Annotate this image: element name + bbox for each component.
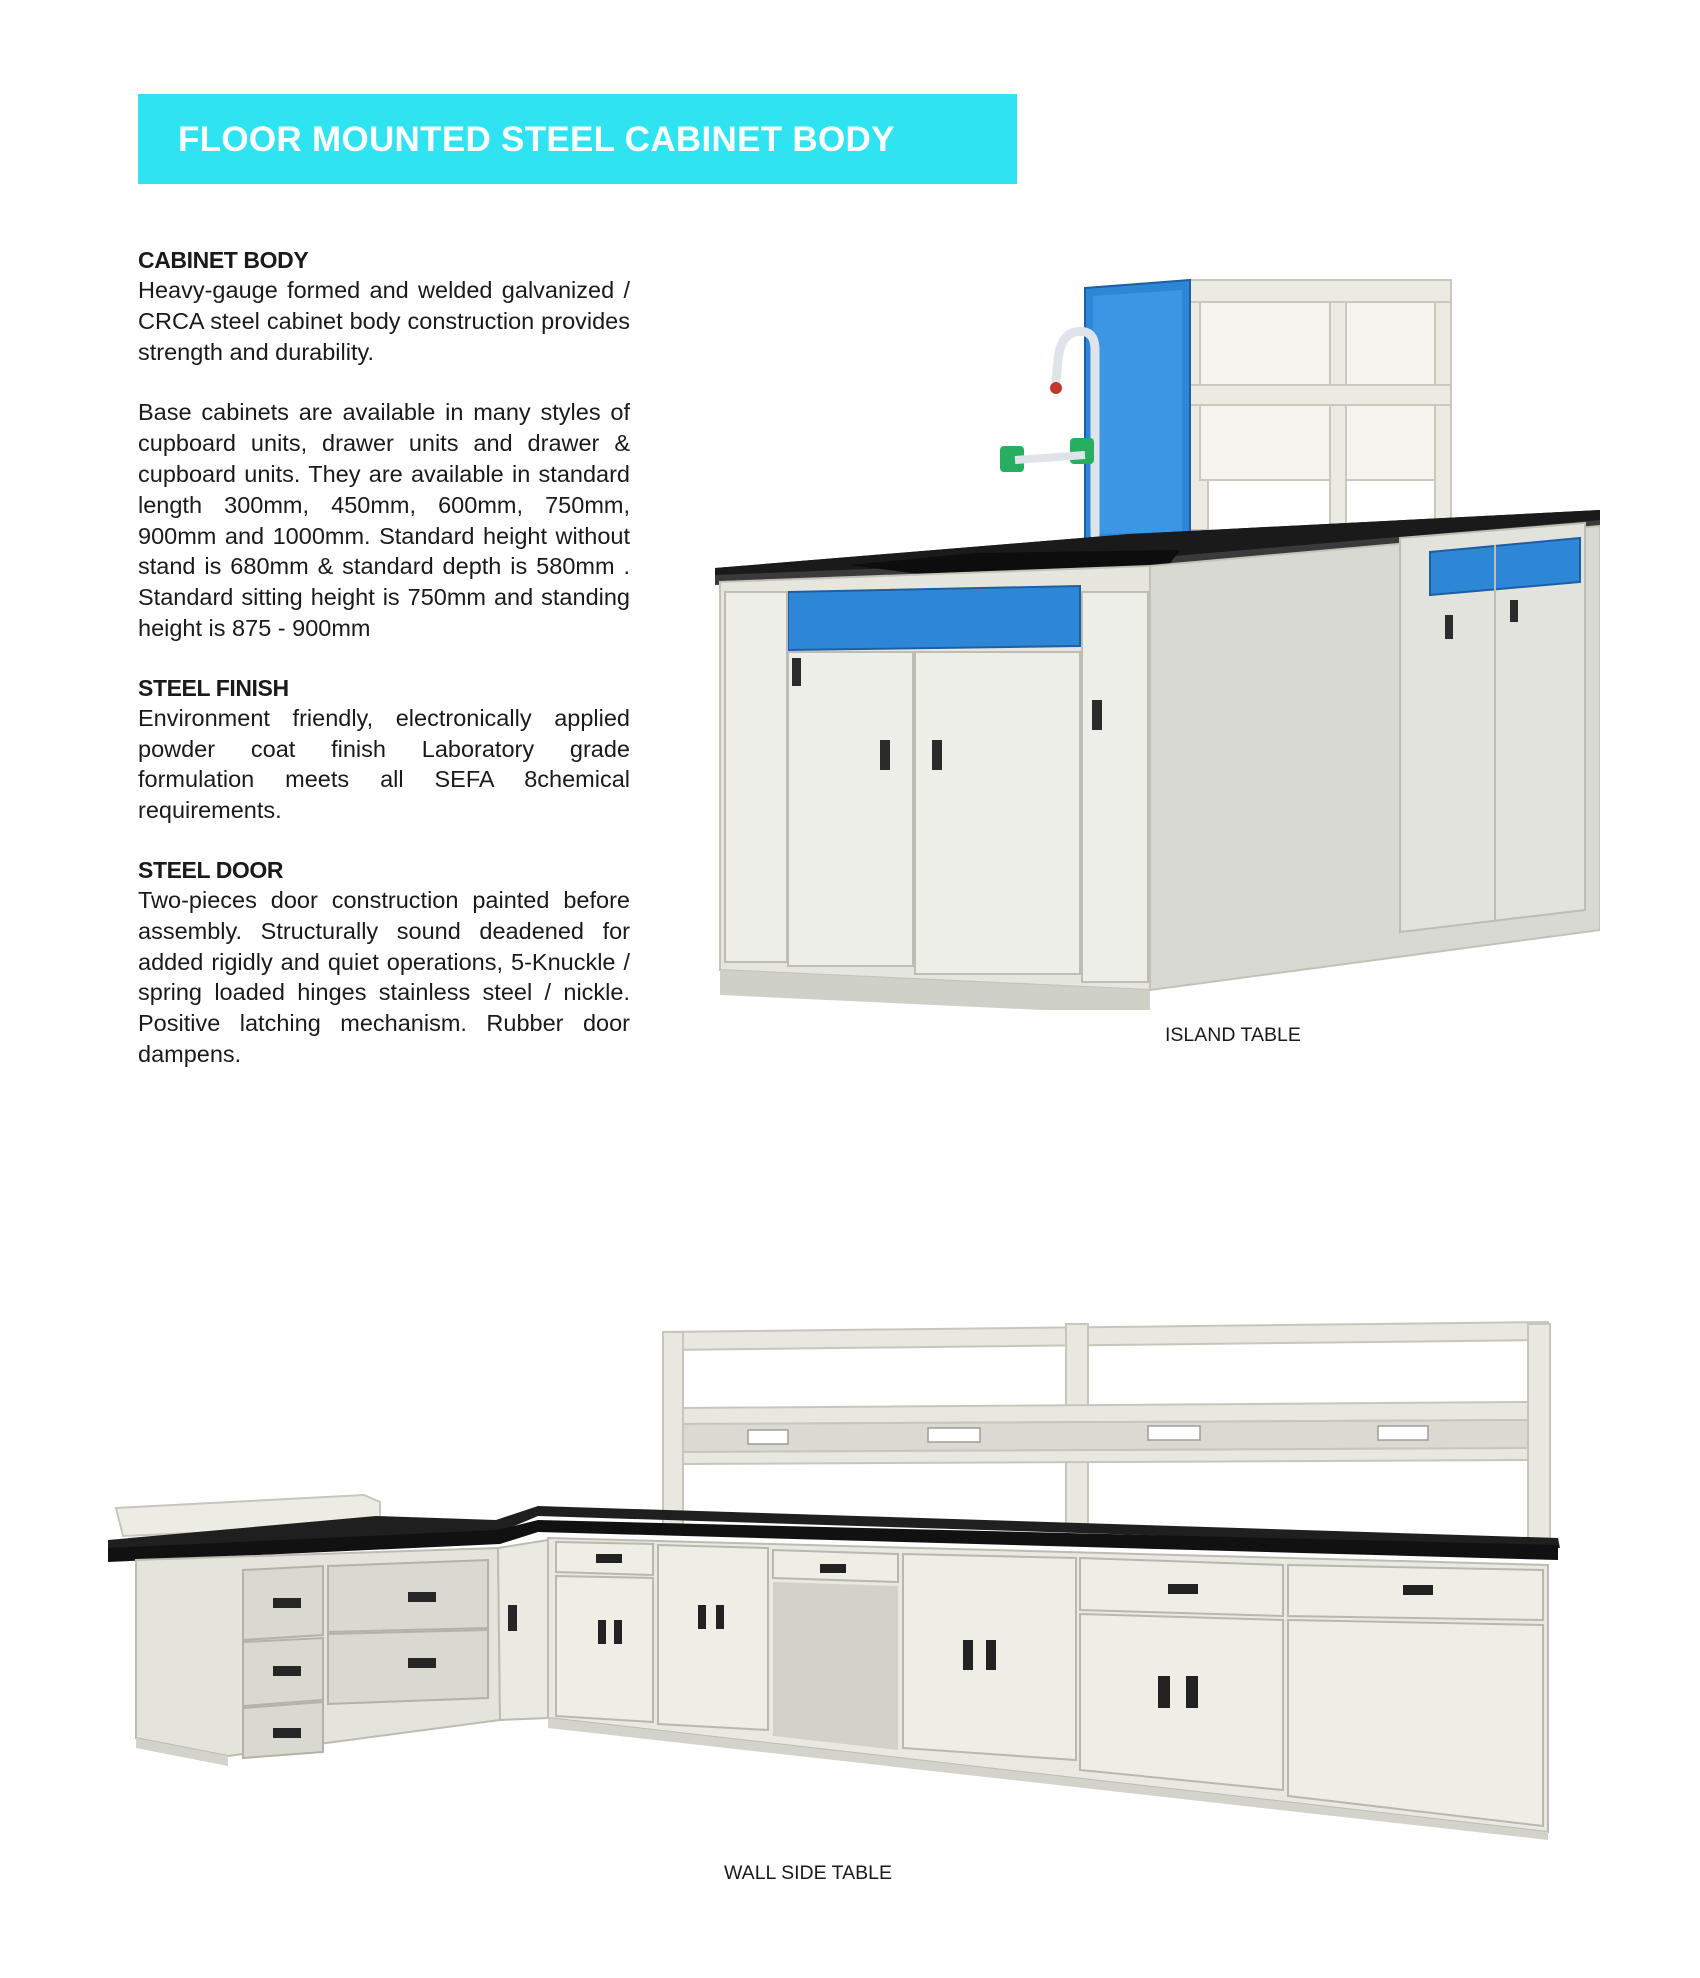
text-column bbox=[138, 246, 630, 1100]
island-table-caption: ISLAND TABLE bbox=[1165, 1024, 1301, 1046]
page-title: FLOOR MOUNTED STEEL CABINET BODY bbox=[178, 120, 895, 159]
section-paragraph: Base cabinets are available in many styles of cupboard units, drawer units and drawer & cupboard units. They are available in standard length 300mm, 450mm, 600mm, 750mm, 900mm and 1000mm. Standard height without stand is 680mm & standard depth is 580mm . Standard sitting height is 750mm and standing height is 875 - 900mm bbox=[138, 399, 630, 641]
title-banner bbox=[138, 94, 1017, 184]
section-paragraph: Environment friendly, electronically applied powder coat finish Laboratory grade formulation meets all SEFA 8chemical requirements. bbox=[138, 704, 630, 824]
section-heading: STEEL DOOR bbox=[138, 856, 284, 883]
section-heading: CABINET BODY bbox=[138, 247, 309, 273]
section-paragraph: Heavy-gauge formed and welded galvanized / CRCA steel cabinet body construction provides strength and durability. bbox=[138, 277, 630, 365]
island-table-image bbox=[700, 270, 1600, 1010]
section-steel-door bbox=[138, 856, 630, 1070]
section-heading: STEEL FINISH bbox=[138, 674, 289, 701]
section-paragraph: Two-pieces door construction painted before assembly. Structurally sound deadened for added rigidly and quiet operations, 5-Knuckle / spring loaded hinges stainless steel / nickle. Positive latching mechanism. Rubber door dampens. bbox=[138, 886, 630, 1067]
wall-side-table-image bbox=[108, 1320, 1568, 1840]
section-cabinet-body bbox=[138, 246, 630, 644]
section-steel-finish bbox=[138, 674, 630, 826]
wall-side-table-caption: WALL SIDE TABLE bbox=[724, 1862, 892, 1884]
